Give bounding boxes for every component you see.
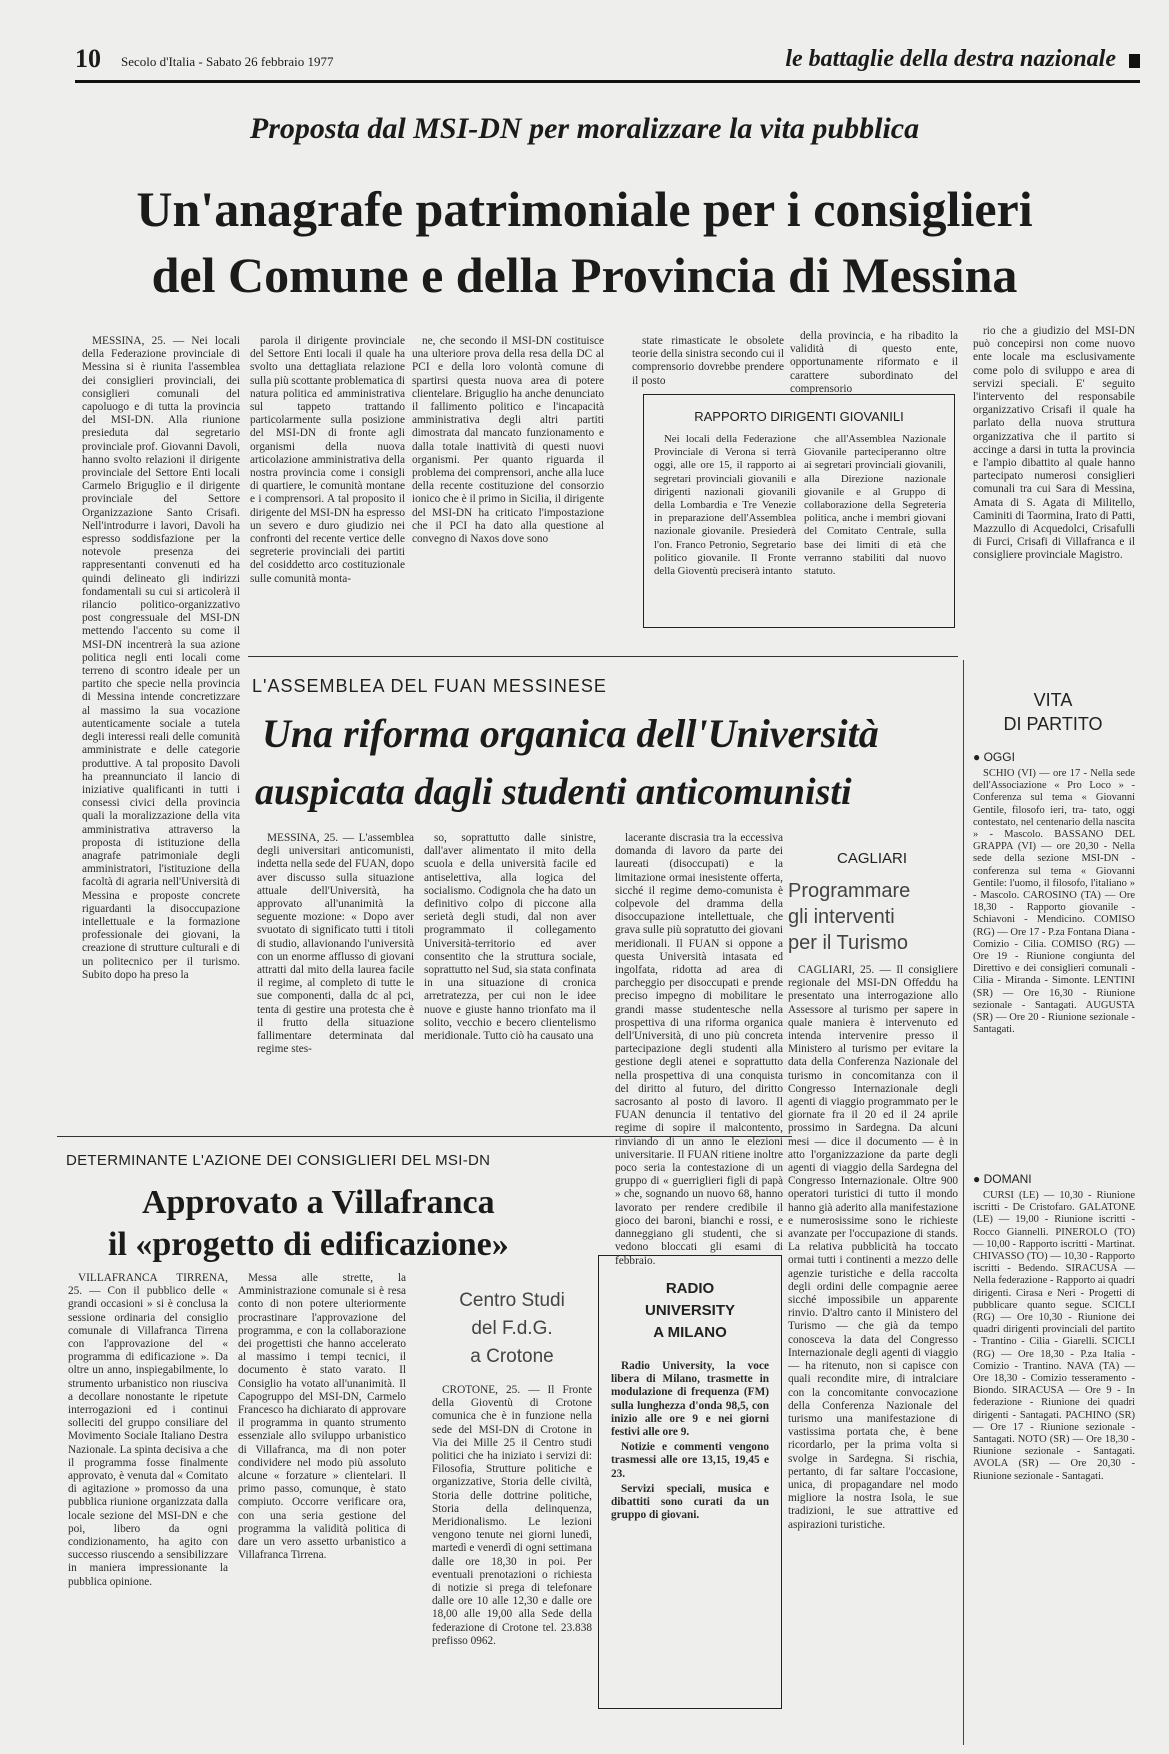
- fuan-headline-line1: Una riforma organica dell'Università: [262, 711, 879, 756]
- vita-oggi-list: [973, 768, 1135, 1158]
- villafranca-headline-line1: Approvato a Villafranca: [142, 1184, 495, 1221]
- main-article-col5: [790, 330, 958, 395]
- section-marker: [1129, 54, 1140, 68]
- vita-domani-label: ● DOMANI: [973, 1172, 1032, 1186]
- vita-title-line1: VITA: [1033, 690, 1073, 710]
- villafranca-col2: [238, 1272, 406, 1740]
- fuan-col1-text: MESSINA, 25. — L'assemblea degli universitari anticomunisti, indetta nella sede del FUAN, dopo aver discusso sulla situazione attuale dell'Università, ha approvato all'unanimità la seguente mozione: « Dopo aver svuotato di significato tutti i titoli di studio, allavionando l'università con un enorme afflusso di giovani attratti dal mito della laurea facile il regime, al completo di tutte le sue componenti, dalla dc al pci, tenta di gestire una protesta che è il frutto della situazione fallimentare determinata dal regime stes-: [257, 832, 414, 1056]
- villafranca-col1: [68, 1272, 228, 1740]
- cagliari-headline-line3: per il Turismo: [788, 932, 909, 954]
- main-article-col4: [632, 335, 784, 387]
- page-number: 10: [75, 44, 101, 73]
- fuan-col2-text: so, soprattutto dalle sinistre, dall'aver alimentato il mito della scuola e della università facile ed antiselettiva, alla logica del socialismo. Codignola che ha dato un definitivo colpo di piccone alla serietà degli studi, dal non aver programmato il collegamento Università-territorio ed aver consentito che la struttura sociale, soprattutto nel Sud, sia stata confinata in una situazione di cronica arretratezza, per cui non le idee nuove e giuste hanno trionfato ma il solito, vecchio e becero clientelismo meridionale. Tutto ciò ha causato una: [424, 832, 596, 1043]
- rapporto-col2-text: che all'Assemblea Nazionale Giovanile parteciperanno oltre ai segretari provinciali giovanili, alla Direzione nazionale giovanile e al Gruppo di collaborazione della Segreteria politica, anche i membri giovani del Comitato Centrale, sulla base dei limiti di età che verranno stabiliti dal nuovo statuto.: [804, 433, 946, 578]
- fuan-col3: [615, 832, 783, 1267]
- villafranca-col1-text: VILLAFRANCA TIRRENA, 25. — Con il pubblico delle « grandi occasioni » si è conclusa la sessione ordinaria del consiglio comunale di Villafranca Tirrena con l'approvazione del « programma di edificazione ». Da oltre un anno, inspiegabilmente, lo strumento urbanistico non riusciva a decollare nonostante le ripetute interrogazioni ed i continui solleciti del gruppo consiliare del Movimento Sociale Italiano Destra Nazionale. La spinta decisiva a che il programma fosse finalmente approvato, è venuta dal « Comitato di agitazione » promosso da una pubblica riunione organizzata dalla locale sezione del MSI-DN e che poi, libero da ogni condizionamento, ha agito con successo riuscendo a sensibilizzare in maniera impressionante la pubblica opinione.: [68, 1272, 228, 1588]
- vita-oggi-text: SCHIO (VI) — ore 17 - Nella sede dell'Associazione « Pro Loco » - Conferenza sul tema « Giovanni Gentile, filosofo ieri, tra- tato, oggi contestato, nel centenario della nascita » - Mascolo. BASSANO DEL GRAPPA (VI) — ore 20,30 - Nella sede della sezione MSI-DN - conferenza sul tema « Giovanni Gentile: l'uomo, il filosofo, l'italiano » - Mascolo. CAROSINO (TA) — Ore 18,30 - Rapporto giovanile - Schiavoni - Mendicino. COMISO (RG) — Ore 17 - P.za Fontana Diana - Comizio - Cilia. COMISO (RG) — Ore 19 - Riunione congiunta del Direttivo e dei consiglieri comunali - Cilia - Miranda - Simonte. LENTINI (SR) — Ore 16,30 - Riunione sezionale - Santagati. AUGUSTA (SR) — Ore 20 - Riunione sezionale - Santagati.: [973, 768, 1135, 1036]
- radio-title-line1: RADIO: [665, 1280, 715, 1297]
- vita-divider: [963, 660, 964, 1745]
- fuan-col3-text: lacerante discrasia tra la eccessiva domanda di lavoro da parte dei laureati (disoccupati) e la limitazione ormai inesistente offerta, sicché il regime demo-comunista è colpevole del dramma della disoccupazione intellettuale, che grava sulle più sopratutto dei giovani meridionali. Il FUAN si oppone a questa Università intasata ed ingolfata, ridotta ad area di parcheggio per disoccupati e prende preciso impegno di mobilitare le grandi masse studentesche nella prospettiva di una riforma organica dell'Università, di uno più concreta partecipazione degli studenti alla gestione degli atenei e soprattutto nella prospettiva di una conquista del diritto al futuro, del diritto sacrosanto al posto di lavoro. Il FUAN denuncia il tentativo del regime di sopire il malcontento, rinviando di un anno le elezioni universitarie. Il FUAN ritiene inoltre poco seria la contestazione di un gruppo di « guerriglieri figli di papà » che, sognando un nuovo 68, hanno lavorato per rendere credibile il gioco dei baroni, bianchi e rossi, e danneggiano gli studenti, che si vedono bloccati gli esami di febbraio.: [615, 832, 783, 1267]
- rapporto-title: RAPPORTO DIRIGENTI GIOVANILI: [694, 409, 904, 424]
- villafranca-col2-text: Messa alle strette, la Amministrazione comunale si è resa conto di non potere ulteriormente procrastinare l'approvazione del programma, e con la collaborazione dei progettisti che hanno accelerato al massimo i tempi tecnici, il documento è stato varato. Il Consiglio ha votato all'unanimità. Il Capogruppo del MSI-DN, Carmelo Francesco ha dichiarato di approvare il programma in quanto strumento essenziale allo sviluppo urbanistico di Villafranca, ma di non poter condividere nel modo più assoluto alcune « forzature » clientelari. Il primo passo, comunque, è stato compiuto. Occorre verificare ora, con una seria gestione del programma la validità politica di dare un vero assetto urbanistico a Villafranca Tirrena.: [238, 1272, 406, 1562]
- villafranca-kicker: DETERMINANTE L'AZIONE DEI CONSIGLIERI DEL MSI-DN: [66, 1152, 491, 1169]
- crotone-body-text: CROTONE, 25. — Il Fronte della Gioventù di Crotone comunica che è in funzione nella sede del MSI-DN di Crotone in Via dei Mille 25 il Centro studi politici che ha iniziato i servizi di: Filosofia, Strutture politiche e organizzative, Storia delle civiltà, Storia delle dottrine politiche, Storia della delinquenza, Meridionalismo. Le lezioni vengono tenute nei giorni lunedì, martedì e venerdì di ogni settimana dalle ore 18,30 in poi. Per eventuali prenotazioni o richiesta di notizie si prega di telefonare dalle ore 10 alle 12,30 e dalle ore 18,00 alle 19,00 alla Sede della federazione di Crotone tel. 23.838 prefisso 0962.: [432, 1384, 592, 1647]
- date-line: Secolo d'Italia - Sabato 26 febbraio 1977: [121, 54, 334, 69]
- main-col5-text: della provincia, e ha ribadito la validità di questo ente, opportunamente riformato e il carattere subordinato del comprensorio: [790, 330, 958, 395]
- main-article-col6: [973, 325, 1135, 645]
- vita-domani-list: [973, 1190, 1135, 1745]
- rapporto-col1: [654, 433, 796, 619]
- radio-title-line2: UNIVERSITY: [644, 1302, 735, 1319]
- main-col2-text: parola il dirigente provinciale del Settore Enti locali il quale ha svolto una dettagliata relazione sulla più scottante problematica di natura politica ed amministrativa sul tappeto trattando particolarmente sulla posizione del MSI-DN di fronte agli organismi della nuova articolazione amministrativa della nostra provincia come i consigli di quartiere, le comunità montane e i comprensori. A tal proposito il dirigente del MSI-DN ha espresso un severo e duro giudizio nei confronti del recente vertice delle segreterie provinciali dei partiti del cosiddetto arco costituzionale sulle comunità monta-: [250, 335, 405, 585]
- rapporto-box: [643, 394, 955, 628]
- section-title: le battaglie della destra nazionale: [785, 46, 1116, 72]
- cagliari-body: [788, 964, 958, 1744]
- cagliari-headline-line2: gli interventi: [788, 906, 895, 928]
- fuan-headline-line2: auspicata dagli studenti anticomunisti: [255, 771, 852, 813]
- vita-domani-text: CURSI (LE) — 10,30 - Riunione iscritti - De Cristofaro. GALATONE (LE) — 19,00 - Riunione iscritti - Rocco Giannelli. PINEROLO (TO) — 10,00 - Rapporto iscritti - Martinat. CHIVASSO (TO) — 10,30 - Rapporto iscritti - Bedendo. SIRACUSA — Nella federazione - Rapporto ai quadri dirigenti. Cirasa e Neri - Progetti di pubblicare quanto segue. SCICLI (RG) — Ore 10,30 - Riunione dei quadri dirigenti provinciali del partito - Trantino - Cilia - Giarelli. SCICLI (RG) — Ore 18,30 - P.za Italia - Comizio - Trantino. NAVA (TA) — Ore 18,30 - Comizio tesseramento - Biondo. SIRACUSA — Ore 9 - In federazione - Riunione dei quadri dirigenti - Santagati. PACHINO (SR) — Ore 17 - Riunione sezionale - Santagati. NOTO (SR) — Ore 18,30 - Riunione sezionale - Santagati. AVOLA (SR) — Ore 20,30 - Riunione sezionale - Santagati.: [973, 1190, 1135, 1482]
- crotone-headline-line2: del F.d.G.: [471, 1318, 553, 1339]
- main-article-col2: [250, 335, 405, 640]
- radio-body3: Servizi speciali, musica e dibattiti sono curati da un gruppo di giovani.: [611, 1482, 769, 1522]
- main-col6-text: rio che a giudizio del MSI-DN può concepirsi non come nuovo ente locale ma esclusivamente come polo di sviluppo e area di servizi speciali. E' seguito l'intervento del responsabile organizzativo Crisafi il quale ha parlato della nuova struttura organizzativa che il partito si accinge a darsi in tutta la provincia e l'ampio dibattito al quale hanno partecipato numerosi consiglieri comunali tra cui Sara di Messina, Amata di S. Agata di Militello, Caminiti di Taormina, Irato di Patti, Mazzullo di Acquedolci, Crisafulli di Furci, Crisafi di Villafranca e il consigliere provinciale Magistro.: [973, 325, 1135, 562]
- cagliari-place: CAGLIARI: [837, 850, 908, 867]
- cagliari-body-text: CAGLIARI, 25. — Il consigliere regionale del MSI-DN Offeddu ha presentato una interrogazione allo Assessore al turismo per sapere in quale maniera è intervenuto ed intenda intervenire presso il Ministero al turismo per evitare la data della Conferenza Nazionale del turismo in concomitanza con il Congresso Internazionale degli agenti di viaggio programmato per le giornate fra il 20 ed il 24 aprile prossimo in Sardegna. Da alcuni mesi — dice il documento — è in atto l'organizzazione da parte degli agenti di viaggio della Sardegna del Congresso Internazionale. Oltre 900 operatori turistici di tutto il mondo hanno già aderito alla manifestazione e numerosissime sono le richieste avanzate per l'occupazione di stands. La relativa pubblicità ha toccato ormai tutti i continenti a mezzo delle agenzie turistiche e della raccolta degli ordini delle compagnie aeree sicché impossibile un apparente rinvio. D'altro canto il Ministero del Turismo — che già da tempo conosceva la data del Congresso Internazionale degli agenti di viaggio — ha ritenuto, non si capisce con quali recondite mire, di intralciare con la concomitante convocazione della Conferenza Nazionale del turismo una manifestazione di vastissima portata che, è bene ricordarlo, per la prima volta si svolge in Sardegna. Si rischia, pertanto, di far saltare l'occasione, unica, di propagandare nel modo migliore la nostra Isola, le sue tradizioni, le sue attrattive ed aspirazioni turistiche.: [788, 964, 958, 1531]
- cagliari-headline-line1: Programmare: [788, 880, 911, 902]
- main-headline-line2: del Comune e della Provincia di Messina: [151, 247, 1018, 303]
- main-col3-text: ne, che secondo il MSI-DN costituisce una ulteriore prova della resa della DC al PCI e della loro volontà comune di spartirsi questa nuova area di potere clientelare. Briguglio ha anche denunciato il fallimento politico e l'incapacità amministrativa degli altri partiti dimostrata dal mancato funzionamento e dalla totale inattività di questi nuovi organismi. Per quanto riguarda il problema dei comprensori, anche alla luce della recente costituzione del consorzio ionico che è il primo in Sicilia, il dirigente del MSI-DN ha criticato l'impostazione che il PCI ha dato alla questione al convegno di Naxos dove sono: [412, 335, 604, 546]
- rapporto-col1-text: Nei locali della Federazione Provinciale di Verona si terrà oggi, alle ore 15, il rapporto ai segretari provinciali giovanili e dirigenti nazionali giovanili della Lombardia e Tre Venezie in preparazione dell'Assemblea nazionale giovanile. Presiederà l'on. Franco Petronio, Segretario politico giovanile. Il Fronte della Gioventù preciserà intanto: [654, 433, 796, 578]
- rapporto-col2: [804, 433, 946, 619]
- fuan-kicker: L'ASSEMBLEA DEL FUAN MESSINESE: [252, 676, 607, 696]
- fuan-col2: [424, 832, 596, 1122]
- vita-title-line2: DI PARTITO: [1003, 714, 1103, 734]
- radio-body2: Notizie e commenti vengono trasmessi alle ore 13,15, 19,45 e 23.: [611, 1441, 769, 1480]
- crotone-headline-line1: Centro Studi: [459, 1290, 565, 1311]
- main-kicker: Proposta dal MSI-DN per moralizzare la vita pubblica: [249, 112, 920, 145]
- radio-box: [598, 1255, 782, 1709]
- radio-title-line3: A MILANO: [653, 1324, 727, 1341]
- main-headline-line1: Un'anagrafe patrimoniale per i consiglieri: [136, 181, 1033, 237]
- masthead: [75, 40, 1140, 83]
- main-article-col3: [412, 335, 604, 640]
- radio-body: [611, 1360, 769, 1700]
- crotone-headline-line3: a Crotone: [470, 1346, 554, 1367]
- fuan-col1: [257, 832, 414, 1122]
- crotone-body: [432, 1384, 592, 1740]
- villafranca-headline-line2: il «progetto di edificazione»: [108, 1226, 509, 1263]
- divider-top: [248, 656, 958, 657]
- main-col4-text: state rimasticate le obsolete teorie della sinistra secondo cui il comprensorio dovrebbe prendere il posto: [632, 335, 784, 387]
- vita-oggi-label: ● OGGI: [973, 750, 1015, 764]
- main-col1-text: MESSINA, 25. — Nei locali della Federazione provinciale di Messina si è riunita l'assemblea dei consiglieri provinciali, dei consiglieri comunali del capoluogo e di tutta la provincia del MSI-DN. Alla riunione presieduta dal segretario provinciale prof. Giovanni Davoli, hanno svolto relazioni il dirigente provinciale del Settore Enti locali Carmelo Briguglio e il dirigente provinciale del Settore Organizzazione Santo Crisafi. Nell'introdurre i lavori, Davoli ha espresso soddisfazione per la notevole presenza dei rappresentanti convenuti ed ha quindi delineato gli indirizzi fondamentali su cui si articolerà il rilancio politico-organizzativo post congressuale del MSI-DN mettendo l'accento su come il MSI-DN incentrerà la sua azione politica negli enti locali come terreno di scontro ideale per un partito che specie nella provincia di Messina intende concretizzare al massimo la sua vocazione autenticamente sociale a tutela degli interessi reali delle comunità amministrate e delle categorie produttive. A tal proposito Davoli ha preannunciato il lancio di iniziative qualificanti in tutti i consessi civici della provincia quali la moralizzazione della vita amministrativa attraverso la proposta di istituzione della anagrafe patrimoniale degli amministratori, l'istituzione della facoltà di agraria nell'Università di Messina e proposte concrete riguardanti la disoccupazione intellettuale e la formazione professionale dei giovani, la creazione di strutture culturali e di un politecnico per il turismo. Subito dopo ha preso la: [82, 335, 240, 981]
- radio-body1: Radio University, la voce libera di Milano, trasmette in modulazione di frequenza (FM) sulla lunghezza d'onda 98,5, con inizio alle ore 9 e nei giorni festivi alle ore 9.: [611, 1360, 769, 1439]
